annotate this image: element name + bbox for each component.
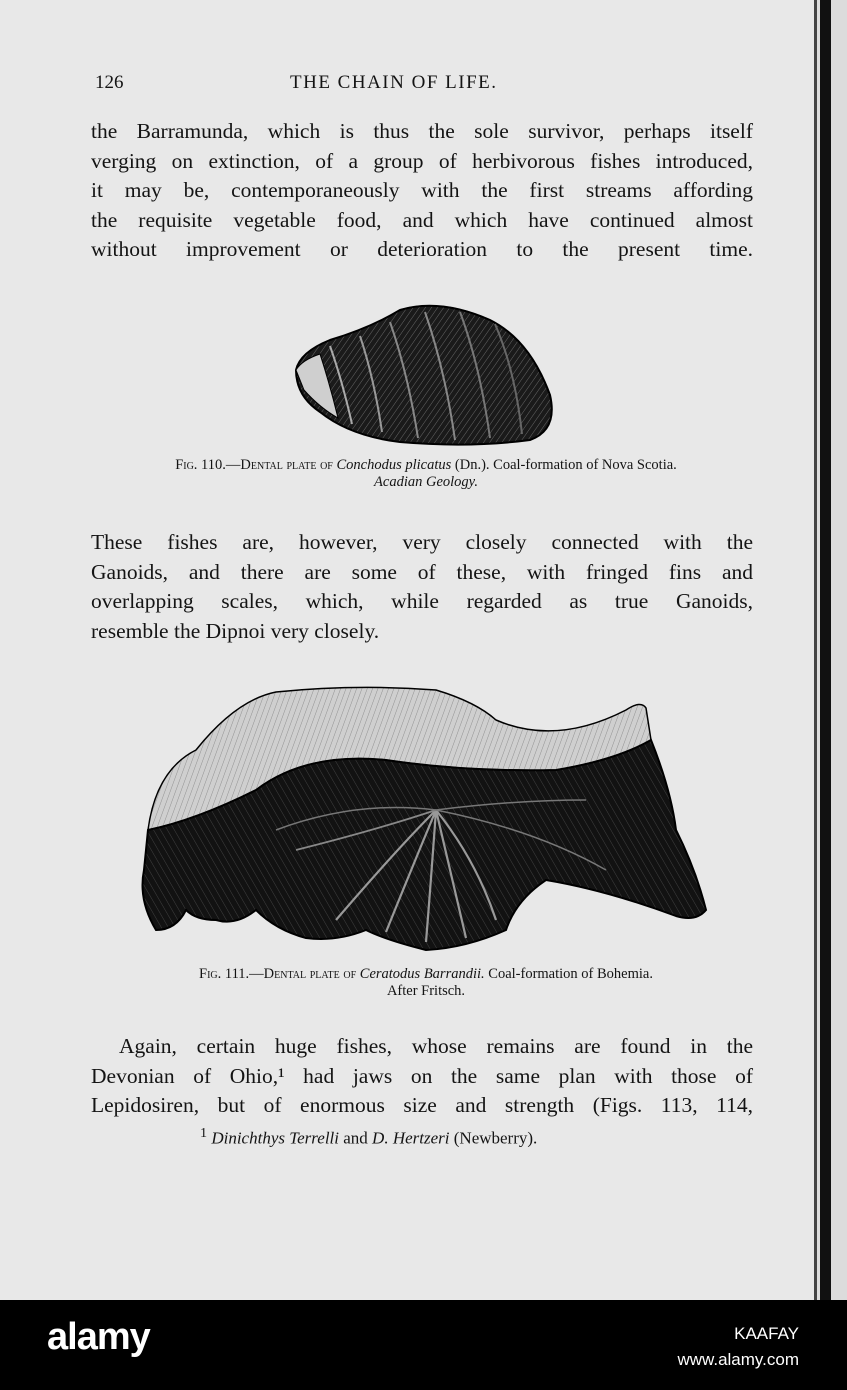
text-line: the Barramunda, which is thus the sole survivor, perhaps itself: [91, 119, 753, 143]
stock-watermark-bar: [0, 1300, 847, 1390]
caption-source: After Fritsch.: [386, 983, 466, 999]
text-line: Lepidosiren, but of enormous size and strength (Figs. 113, 114,: [91, 1093, 753, 1117]
text-line: without improvement or deterioration to the present time.: [91, 237, 753, 261]
caption-line: [100, 966, 752, 983]
stock-logo: alamy: [47, 1316, 150, 1358]
figure-111-illustration: [136, 680, 711, 960]
text-line: the requisite vegetable food, and which have continued almost: [91, 207, 753, 232]
footnote-species-2: D. Hertzeri: [372, 1128, 450, 1148]
footnote-and: and: [339, 1128, 373, 1148]
caption-rest: (Dn.). Coal-formation of Nova Scotia.: [451, 457, 677, 473]
stock-url: www.alamy.com: [677, 1350, 799, 1369]
caption-source-line: [100, 983, 752, 1000]
text-line: resemble the Dipnoi very closely.: [91, 618, 380, 643]
footnote: [200, 1125, 537, 1149]
paragraph-devonian: [91, 1032, 753, 1121]
page-number: 126: [95, 72, 124, 93]
figure-110-illustration: [290, 300, 558, 450]
text-line: verging on extinction, of a group of herbivorous fishes introduced,: [91, 148, 753, 173]
caption-prefix: Fig. 110.—Dental plate of: [175, 457, 337, 473]
running-title: THE CHAIN OF LIFE.: [290, 72, 498, 93]
caption-rest: Coal-formation of Bohemia.: [484, 966, 653, 982]
paragraph-ganoids: [91, 528, 753, 646]
page-shadow-line: [814, 0, 817, 1300]
paragraph-barramunda: [91, 117, 753, 265]
footnote-species-1: Dinichthys Terrelli: [211, 1128, 339, 1148]
caption-prefix: Fig. 111.—Dental plate of: [199, 966, 360, 982]
figure-111-caption: [100, 966, 752, 1000]
text-line: overlapping scales, which, while regarded as true Ganoids,: [91, 589, 753, 613]
caption-species: Ceratodus Barrandii.: [359, 966, 485, 982]
page-header: [95, 72, 755, 104]
text-line: Ganoids, and there are some of these, with fringed fins and: [91, 559, 753, 584]
footnote-author: (Newberry).: [449, 1128, 538, 1148]
text-line: it may be, contemporaneously with the first streams affording: [91, 178, 753, 202]
footnote-marker: 1: [200, 1125, 208, 1141]
text-line: Devonian of Ohio,¹ had jaws on the same plan with those of: [91, 1063, 753, 1088]
caption-line: [90, 457, 762, 474]
caption-source: Acadian Geology.: [374, 474, 478, 490]
stock-image-id: KAAFAY: [734, 1324, 799, 1343]
figure-110-caption: [90, 457, 762, 491]
caption-source-line: [90, 474, 762, 491]
caption-species: Conchodus plicatus: [336, 457, 452, 473]
text-line: Again, certain huge fishes, whose remains are found in the: [119, 1034, 753, 1058]
book-spine-edge: [820, 0, 831, 1300]
text-line: These fishes are, however, very closely connected with the: [91, 530, 753, 554]
